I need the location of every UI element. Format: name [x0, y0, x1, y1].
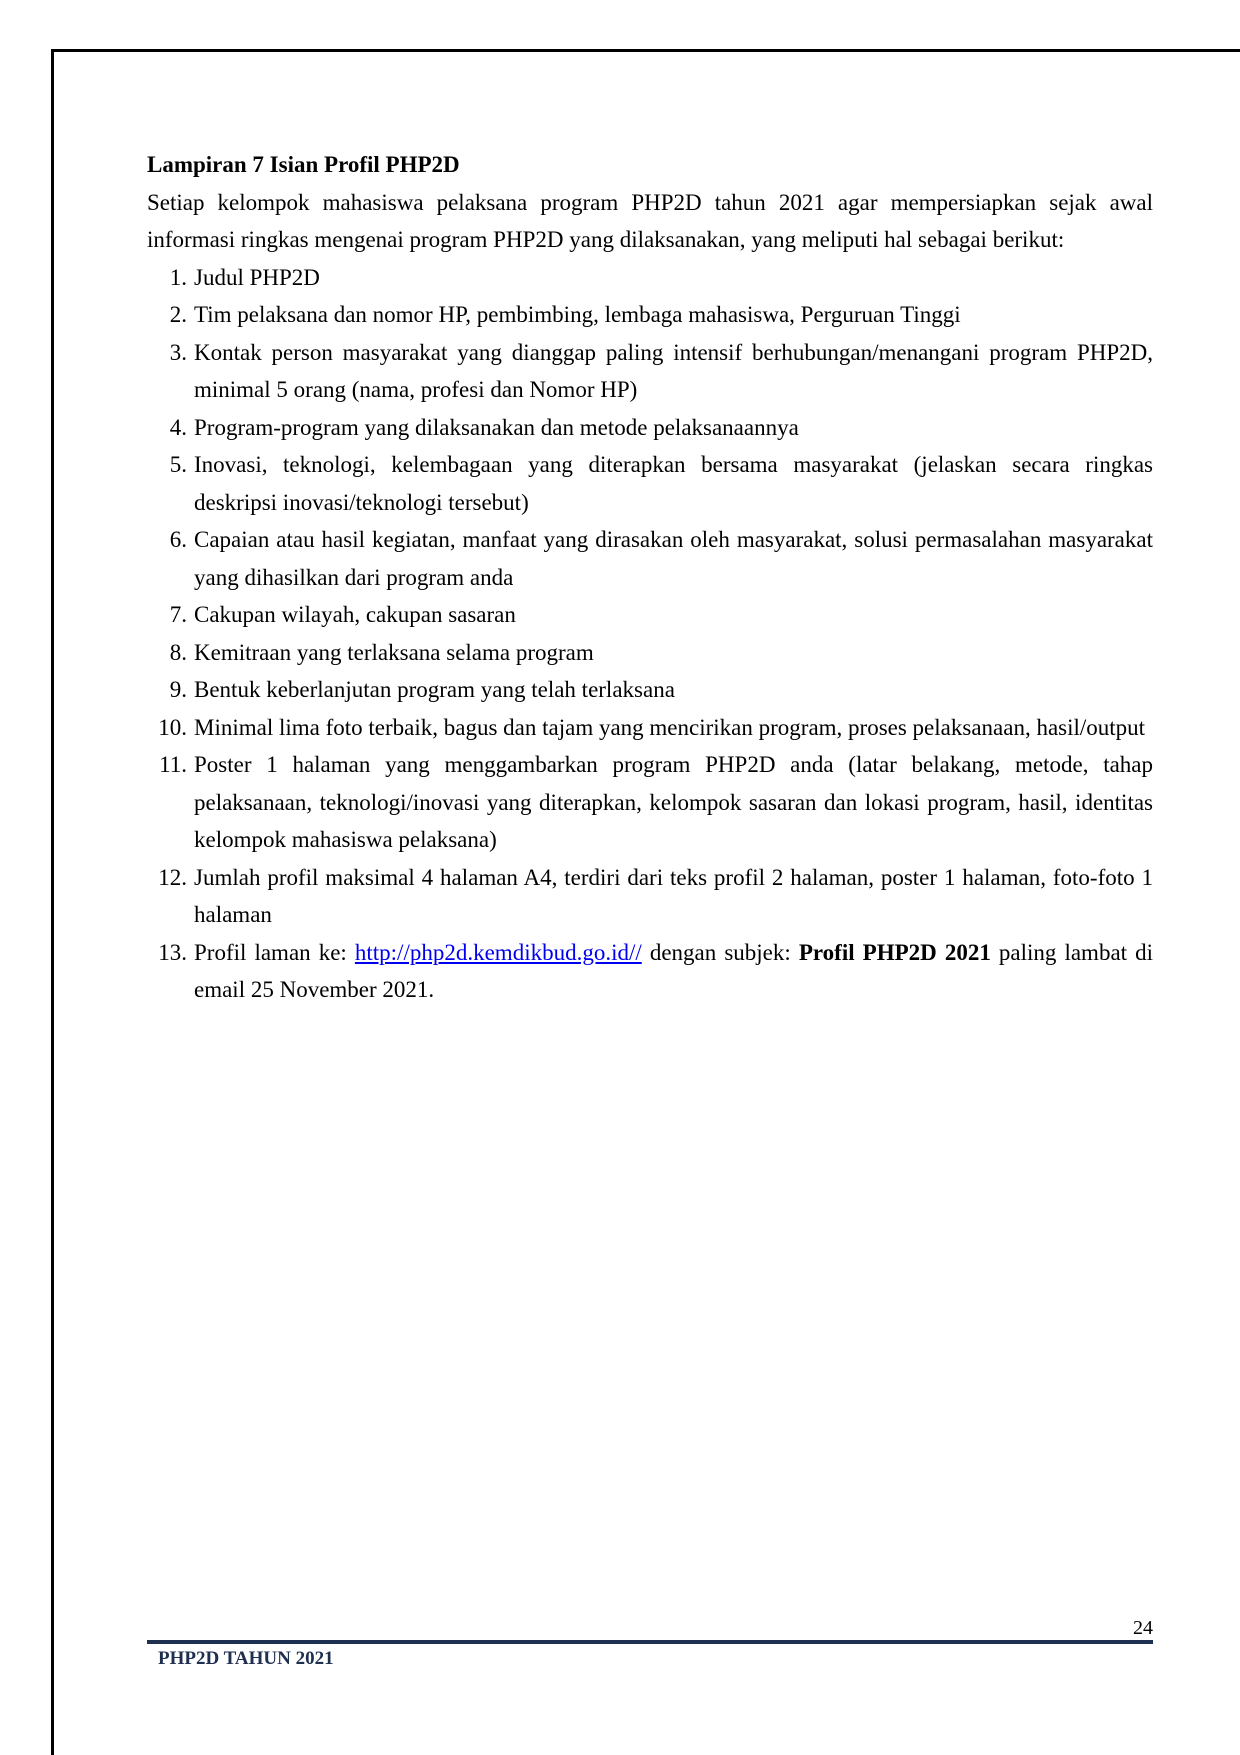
list-item-text: Kemitraan yang terlaksana selama program	[194, 639, 594, 665]
list-item-text: Jumlah profil maksimal 4 halaman A4, terdiri dari teks profil 2 halaman, poster 1 halaman, foto-foto 1 halaman	[194, 864, 1153, 927]
list-item-text: Inovasi, teknologi, kelembagaan yang diterapkan bersama masyarakat (jelaskan secara ringkas deskripsi inovasi/teknologi tersebut)	[194, 452, 1153, 515]
list-item	[147, 446, 1153, 521]
list-item	[147, 709, 1153, 747]
list-item-number: 2.	[169, 302, 187, 327]
list-item	[147, 259, 1153, 297]
footer-title: PHP2D TAHUN 2021	[158, 1648, 334, 1669]
list-item-number: 13.	[158, 939, 187, 965]
list-item-text: Capaian atau hasil kegiatan, manfaat yang dirasakan oleh masyarakat, solusi permasalahan masyarakat yang dihasilkan dari program anda	[194, 527, 1153, 590]
list-item	[147, 859, 1153, 934]
list-item-text: Kontak person masyarakat yang dianggap paling intensif berhubungan/menangani program PHP2D, minimal 5 orang (nama, profesi dan Nomor HP)	[194, 339, 1153, 402]
list-item-number: 8.	[169, 639, 187, 665]
list-item-text: Poster 1 halaman yang menggambarkan program PHP2D anda (latar belakang, metode, tahap pelaksanaan, teknologi/inovasi yang diterapkan, kelompok sasaran dan lokasi program, hasil, identitas kelompok mahasiswa pelaksana)	[194, 752, 1153, 852]
item-13-middle: dengan subjek:	[641, 939, 799, 965]
list-item-text: Minimal lima foto terbaik, bagus dan tajam yang mencirikan program, proses pelaksanaan, hasil/output	[194, 714, 1146, 740]
page-title: Lampiran 7 Isian Profil PHP2D	[147, 152, 460, 177]
requirements-list	[147, 259, 1153, 1009]
list-item	[147, 296, 1153, 334]
list-item-text: Program-program yang dilaksanakan dan metode pelaksanaannya	[194, 414, 799, 440]
list-item-number: 1.	[169, 264, 187, 290]
item-13-prefix: Profil laman ke:	[194, 939, 355, 965]
list-item-text: Judul PHP2D	[194, 264, 320, 290]
list-item-number: 7.	[169, 602, 187, 627]
footer-divider	[147, 1640, 1153, 1644]
list-item-text: Bentuk keberlanjutan program yang telah terlaksana	[194, 677, 675, 702]
list-item	[147, 746, 1153, 859]
list-item	[147, 521, 1153, 596]
page-number: 24	[1133, 1617, 1153, 1639]
list-item	[147, 596, 1153, 634]
list-item-number: 10.	[158, 714, 187, 740]
list-item-number: 4.	[169, 414, 187, 440]
list-item-text: Cakupan wilayah, cakupan sasaran	[194, 602, 516, 627]
php2d-website-link[interactable]: http://php2d.kemdikbud.go.id//	[354, 939, 642, 965]
list-item-text: Tim pelaksana dan nomor HP, pembimbing, lembaga mahasiswa, Perguruan Tinggi	[194, 302, 961, 327]
list-item-number: 12.	[158, 864, 187, 890]
list-item-number: 5.	[169, 452, 187, 477]
intro-paragraph: Setiap kelompok mahasiswa pelaksana program PHP2D tahun 2021 agar mempersiapkan sejak awal informasi ringkas mengenai program PHP2D yang dilaksanakan, yang meliputi hal sebagai berikut:	[147, 189, 1153, 252]
list-item	[147, 409, 1153, 447]
list-item	[147, 334, 1153, 409]
list-item	[147, 634, 1153, 672]
list-item-number: 9.	[169, 677, 187, 702]
list-item-text	[194, 934, 1153, 1009]
list-item-number: 3.	[169, 339, 187, 365]
email-subject: Profil PHP2D 2021	[798, 939, 991, 965]
list-item	[147, 934, 1153, 1009]
list-item-number: 6.	[169, 527, 187, 552]
list-item-number: 11.	[159, 752, 187, 777]
list-item	[147, 671, 1153, 709]
item-13-suffix: paling lambat di email 25 November 2021.	[194, 939, 1154, 1002]
document-body	[147, 146, 1153, 1009]
